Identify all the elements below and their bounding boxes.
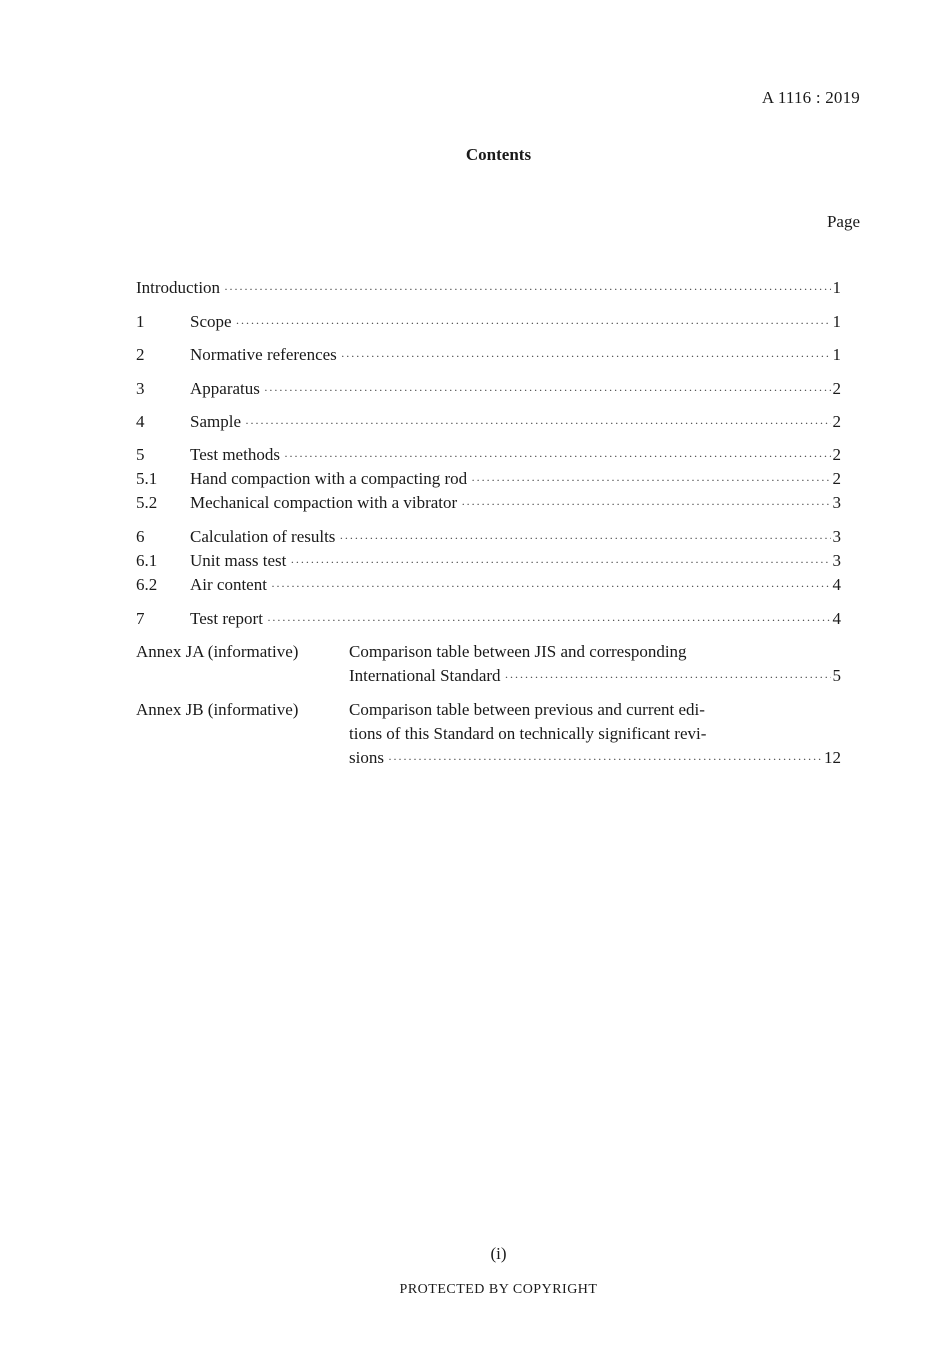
toc-entry-page: 5 xyxy=(832,666,841,685)
toc-entry-sample[interactable] xyxy=(136,410,841,434)
toc-entry-number: 5.2 xyxy=(136,493,158,512)
dot-leader xyxy=(224,277,830,301)
annex-title-line: International Standard xyxy=(349,666,501,685)
toc-entry-number: 6.1 xyxy=(136,551,158,570)
dot-leader xyxy=(267,608,831,632)
dot-leader xyxy=(461,492,830,516)
toc-entry-title: Unit mass test xyxy=(190,551,287,570)
toc-entry-page: 12 xyxy=(824,748,841,767)
dot-leader xyxy=(271,574,831,598)
dot-leader xyxy=(290,550,830,574)
toc-entry-page: 3 xyxy=(832,493,841,512)
toc-entry-page: 3 xyxy=(832,527,841,546)
toc-entry-page: 1 xyxy=(832,312,841,331)
page-column-label: Page xyxy=(826,212,860,231)
toc-entry-test-report[interactable] xyxy=(136,607,841,631)
annex-title-line: Comparison table between JIS and corresponding xyxy=(349,642,687,661)
toc-entry-number: 6.2 xyxy=(136,575,158,594)
toc-entry-calculation-of-results[interactable] xyxy=(136,525,841,549)
annex-ja-entry[interactable] xyxy=(349,640,841,688)
toc-entry-page: 2 xyxy=(832,445,841,464)
toc-entry-page: 4 xyxy=(832,609,841,628)
toc-entry-title: Test report xyxy=(190,609,263,628)
toc-entry-title: Introduction xyxy=(136,278,221,297)
toc-entry-page: 1 xyxy=(832,345,841,364)
annex-title-line: Comparison table between previous and current edi- xyxy=(349,700,705,719)
toc-entry-hand-compaction[interactable] xyxy=(136,467,841,491)
toc-entry-unit-mass-test[interactable] xyxy=(136,549,841,573)
toc-entry-title: Sample xyxy=(190,412,241,431)
dot-leader xyxy=(505,665,831,689)
page-number: (i) xyxy=(490,1244,507,1263)
toc-entry-page: 1 xyxy=(832,278,841,297)
dot-leader xyxy=(388,747,822,771)
copyright-notice: PROTECTED BY COPYRIGHT xyxy=(399,1282,598,1297)
dot-leader xyxy=(284,444,831,468)
toc-entry-title: Mechanical compaction with a vibrator xyxy=(190,493,458,512)
dot-leader xyxy=(471,468,830,492)
annex-jb-entry[interactable] xyxy=(349,698,841,770)
annex-title-line: tions of this Standard on technically significant revi- xyxy=(349,724,707,743)
toc-entry-introduction[interactable] xyxy=(136,276,841,300)
toc-entry-number: 2 xyxy=(136,345,145,364)
toc-entry-title: Air content xyxy=(190,575,267,594)
toc-entry-title: Hand compaction with a compacting rod xyxy=(190,469,468,488)
toc-entry-page: 2 xyxy=(832,469,841,488)
dot-leader xyxy=(236,311,831,335)
annex-ja-label: Annex JA (informative) xyxy=(136,642,299,661)
toc-entry-number: 1 xyxy=(136,312,145,331)
toc-entry-normative-references[interactable] xyxy=(136,343,841,367)
toc-entry-page: 2 xyxy=(832,379,841,398)
dot-leader xyxy=(339,526,830,550)
toc-entry-number: 7 xyxy=(136,609,145,628)
toc-entry-scope[interactable] xyxy=(136,310,841,334)
toc-entry-number: 6 xyxy=(136,527,145,546)
dot-leader xyxy=(245,411,831,435)
toc-entry-apparatus[interactable] xyxy=(136,377,841,401)
annex-jb-label: Annex JB (informative) xyxy=(136,700,299,719)
toc-entry-mechanical-compaction[interactable] xyxy=(136,491,841,515)
page-title: Contents xyxy=(465,145,532,164)
toc-entry-title: Scope xyxy=(190,312,232,331)
toc-entry-number: 5.1 xyxy=(136,469,158,488)
toc-entry-test-methods[interactable] xyxy=(136,443,841,467)
toc-entry-title: Test methods xyxy=(190,445,280,464)
toc-entry-number: 4 xyxy=(136,412,145,431)
dot-leader xyxy=(264,378,831,402)
annex-title-line: sions xyxy=(349,748,384,767)
toc-entry-title: Normative references xyxy=(190,345,337,364)
toc-entry-page: 2 xyxy=(832,412,841,431)
dot-leader xyxy=(341,344,831,368)
toc-entry-title: Calculation of results xyxy=(190,527,336,546)
standard-number: A 1116 : 2019 xyxy=(761,88,860,107)
toc-entry-page: 4 xyxy=(832,575,841,594)
toc-entry-page: 3 xyxy=(832,551,841,570)
toc-entry-number: 5 xyxy=(136,445,145,464)
toc-entry-title: Apparatus xyxy=(190,379,260,398)
toc-entry-number: 3 xyxy=(136,379,145,398)
toc-entry-air-content[interactable] xyxy=(136,573,841,597)
